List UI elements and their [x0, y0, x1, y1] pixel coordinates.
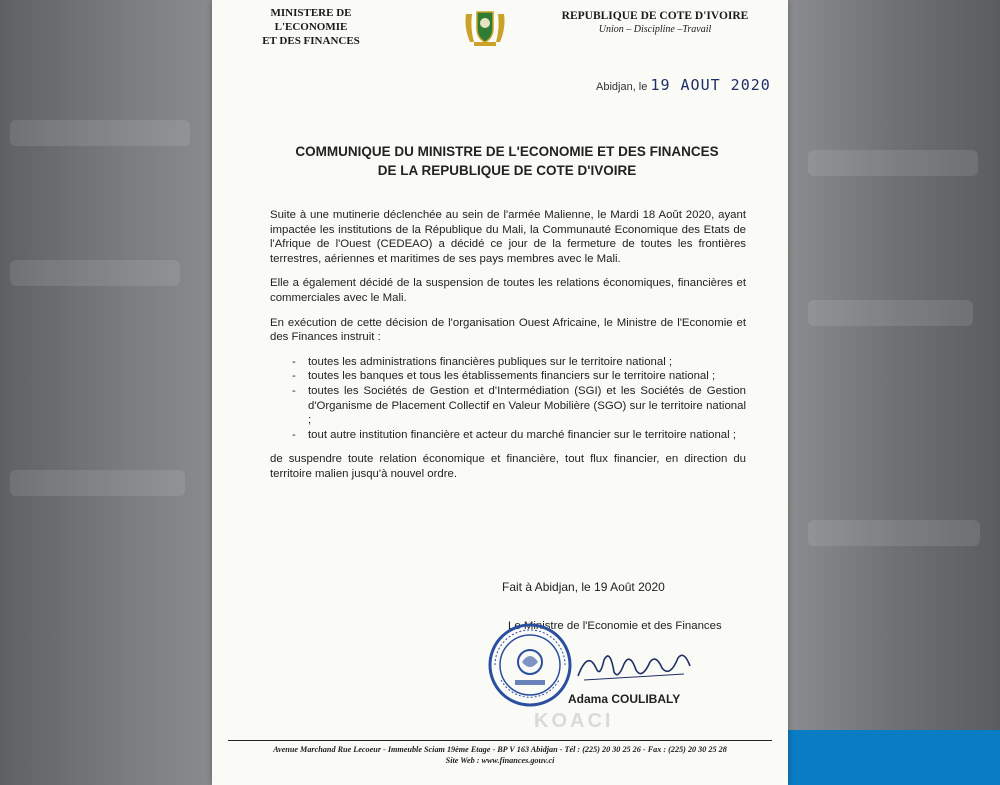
instruction-list [270, 355, 746, 443]
republic-name: REPUBLIQUE DE COTE D'IVOIRE [561, 10, 749, 22]
ministry-header [236, 6, 386, 48]
title-line-1: COMMUNIQUE DU MINISTRE DE L'ECONOMIE ET DES FINANCES [295, 144, 719, 159]
dateline [596, 76, 771, 94]
background-blur-bar [10, 470, 185, 496]
signatory-role: Le Ministre de l'Economie et des Finances [508, 620, 722, 632]
background-blur-bar [10, 120, 190, 146]
republic-motto: Union – Discipline –Travail [598, 24, 712, 35]
communique-body [270, 208, 746, 492]
list-item: - toutes les banques et tous les établissements financiers sur le territoire national ; [270, 369, 746, 384]
dateline-place: Abidjan, le [596, 81, 648, 93]
footer-website: Site Web : www.finances.gouv.ci [445, 756, 555, 765]
background-blur-bar [808, 300, 973, 326]
handwritten-signature-icon [574, 646, 694, 686]
body-paragraph-1: Suite à une mutinerie déclenchée au sein de l'armée Malienne, le Mardi 18 Août 2020, ayant impactée les institutions de la République du Mali, la Communauté Economique des Etats de l'Afrique de l'Ouest (CEDEAO) a décidé ce jour de la fermeture de toutes les frontières terrestres, aériennes et maritimes de ses pays membres avec le Mali. [270, 209, 746, 265]
ministry-line-1: MINISTERE DE L'ECONOMIE [270, 7, 352, 33]
list-item: - toutes les administrations financières publiques sur le territoire national ; [270, 355, 746, 370]
title-line-2: DE LA REPUBLIQUE DE COTE D'IVOIRE [377, 163, 637, 178]
watermark: KOACI [534, 710, 614, 732]
list-item: - tout autre institution financière et acteur du marché financier sur le territoire national ; [270, 428, 746, 443]
corner-strip [788, 730, 1000, 785]
background-left [0, 0, 212, 785]
official-stamp-icon [487, 622, 573, 708]
republic-header [560, 10, 750, 35]
footer-divider [228, 740, 772, 741]
dateline-date-stamp: 19 AOUT 2020 [650, 76, 771, 94]
communique-title [272, 142, 742, 180]
signatory-name: Adama COULIBALY [568, 692, 681, 706]
background-blur-bar [808, 520, 980, 546]
footer [212, 744, 788, 766]
ministry-line-2: ET DES FINANCES [262, 35, 360, 47]
background-blur-bar [10, 260, 180, 286]
footer-address: Avenue Marchand Rue Lecoeur - Immeuble Sciam 19ème Etage - BP V 163 Abidjan - Tél : (225) 20 30 25 26 - Fax : (225) 20 30 25 28 [273, 745, 727, 754]
body-paragraph-2: Elle a également décidé de la suspension de toutes les relations économiques, financières et commerciales avec le Mali. [270, 277, 746, 304]
list-item: - toutes les Sociétés de Gestion et d'Intermédiation (SGI) et les Sociétés de Gestion d'Organisme de Placement Collectif en Valeur Mobilière (SGO) sur le territoire national ; [270, 384, 746, 428]
coat-of-arms-icon [462, 8, 508, 48]
document-page [212, 0, 788, 785]
body-paragraph-3: En exécution de cette décision de l'organisation Ouest Africaine, le Ministre de l'Economie et des Finances instruit : [270, 316, 746, 344]
body-paragraph-4: de suspendre toute relation économique et financière, tout flux financier, en direction du territoire malien jusqu'à nouvel ordre. [270, 453, 746, 480]
background-right [788, 0, 1000, 785]
done-at-line: Fait à Abidjan, le 19 Août 2020 [502, 580, 665, 594]
background-blur-bar [808, 150, 978, 176]
